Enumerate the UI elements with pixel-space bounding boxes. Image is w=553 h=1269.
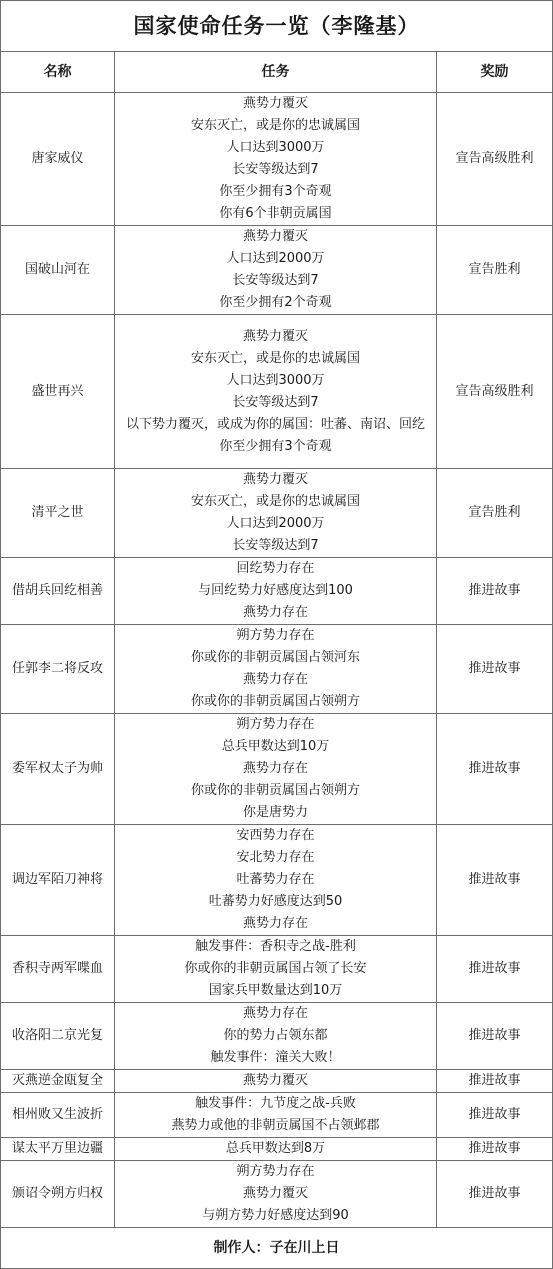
task-condition: 朔方势力存在 bbox=[236, 1164, 315, 1179]
mission-tasks bbox=[115, 315, 437, 469]
table-row bbox=[1, 1093, 553, 1138]
mission-tasks bbox=[115, 93, 437, 226]
table-row bbox=[1, 469, 553, 558]
task-condition: 长安等级达到7 bbox=[232, 162, 319, 177]
mission-reward: 推进故事 bbox=[437, 625, 553, 714]
mission-name: 收洛阳二京光复 bbox=[1, 1003, 115, 1070]
task-condition: 以下势力覆灭，或成为你的属国：吐蕃、南诏、回纥 bbox=[125, 416, 425, 432]
task-condition: 长安等级达到7 bbox=[232, 394, 319, 410]
mission-tasks bbox=[115, 936, 437, 1003]
task-condition: 你至少拥有2个奇观 bbox=[219, 295, 332, 310]
mission-tasks bbox=[115, 714, 437, 825]
table-row bbox=[1, 714, 553, 825]
mission-reward: 宣告高级胜利 bbox=[437, 315, 553, 469]
mission-reward: 宣告胜利 bbox=[437, 226, 553, 315]
mission-tasks bbox=[115, 226, 437, 315]
mission-tasks bbox=[115, 1003, 437, 1070]
mission-name: 借胡兵回纥相善 bbox=[1, 558, 115, 625]
task-condition: 安东灭亡，或是你的忠诚属国 bbox=[190, 118, 360, 133]
task-condition: 安北势力存在 bbox=[236, 850, 315, 865]
task-condition: 安西势力存在 bbox=[236, 828, 315, 843]
mission-reward: 推进故事 bbox=[437, 936, 553, 1003]
task-condition: 你的势力占领东都 bbox=[223, 1028, 328, 1043]
task-condition: 触发事件：香积寺之战-胜利 bbox=[195, 939, 356, 954]
mission-list bbox=[1, 93, 553, 1228]
task-condition: 你或你的非朝贡属国占领朔方 bbox=[190, 694, 360, 709]
mission-tasks bbox=[115, 1070, 437, 1093]
task-condition: 你是唐势力 bbox=[242, 805, 308, 820]
task-condition: 燕势力覆灭 bbox=[242, 96, 308, 111]
task-condition: 燕势力覆灭 bbox=[242, 1073, 308, 1088]
task-condition: 你至少拥有3个奇观 bbox=[219, 184, 332, 199]
task-condition: 人口达到2000万 bbox=[226, 251, 325, 266]
task-condition: 长安等级达到7 bbox=[232, 273, 319, 288]
task-condition: 你或你的非朝贡属国占领了长安 bbox=[184, 961, 367, 976]
task-condition: 你或你的非朝贡属国占领河东 bbox=[190, 650, 360, 665]
mission-tasks bbox=[115, 1161, 437, 1228]
table-row bbox=[1, 625, 553, 714]
task-condition: 总兵甲数达到10万 bbox=[221, 739, 330, 754]
mission-tasks bbox=[115, 1093, 437, 1138]
mission-tasks bbox=[115, 825, 437, 936]
task-condition: 朔方势力存在 bbox=[236, 717, 315, 732]
mission-reward: 推进故事 bbox=[437, 1003, 553, 1070]
mission-reward: 宣告高级胜利 bbox=[437, 93, 553, 226]
mission-name: 盛世再兴 bbox=[1, 315, 115, 469]
table-row bbox=[1, 315, 553, 469]
task-condition: 燕势力覆灭 bbox=[242, 1186, 308, 1201]
mission-reward: 推进故事 bbox=[437, 1093, 553, 1138]
task-condition: 安东灭亡，或是你的忠诚属国 bbox=[190, 350, 360, 366]
task-condition: 吐蕃势力好感度达到50 bbox=[208, 894, 343, 909]
header-row bbox=[1, 52, 553, 93]
task-condition: 与朔方势力好感度达到90 bbox=[202, 1208, 349, 1223]
header-name: 名称 bbox=[1, 52, 115, 93]
mission-reward: 推进故事 bbox=[437, 1161, 553, 1228]
mission-name: 清平之世 bbox=[1, 469, 115, 558]
task-condition: 燕势力覆灭 bbox=[242, 229, 308, 244]
mission-tasks bbox=[115, 625, 437, 714]
task-condition: 触发事件：九节度之战-兵败 bbox=[195, 1096, 356, 1111]
table-row bbox=[1, 1003, 553, 1070]
table-row bbox=[1, 558, 553, 625]
task-condition: 你有6个非朝贡属国 bbox=[219, 206, 332, 221]
mission-name: 任郭李二将反攻 bbox=[1, 625, 115, 714]
table-row bbox=[1, 1138, 553, 1161]
header-reward: 奖励 bbox=[437, 52, 553, 93]
mission-tasks bbox=[115, 469, 437, 558]
task-condition: 朔方势力存在 bbox=[236, 628, 315, 643]
task-condition: 吐蕃势力存在 bbox=[236, 872, 315, 887]
mission-reward: 推进故事 bbox=[437, 1138, 553, 1161]
author-credit: 制作人：子在川上日 bbox=[1, 1228, 553, 1269]
mission-name: 国破山河在 bbox=[1, 226, 115, 315]
task-condition: 回纥势力存在 bbox=[236, 561, 315, 576]
task-condition: 燕势力或他的非朝贡属国不占领邺郡 bbox=[171, 1118, 380, 1133]
header-task: 任务 bbox=[115, 52, 437, 93]
task-condition: 燕势力存在 bbox=[242, 672, 308, 687]
task-condition: 触发事件：潼关大败！ bbox=[210, 1050, 341, 1065]
mission-reward: 推进故事 bbox=[437, 1070, 553, 1093]
task-condition: 安东灭亡，或是你的忠诚属国 bbox=[190, 494, 360, 509]
task-condition: 总兵甲数达到8万 bbox=[225, 1141, 326, 1156]
task-condition: 燕势力存在 bbox=[242, 1006, 308, 1021]
mission-tasks bbox=[115, 1138, 437, 1161]
task-condition: 人口达到3000万 bbox=[226, 372, 325, 388]
task-condition: 燕势力存在 bbox=[242, 605, 308, 620]
mission-reward: 宣告胜利 bbox=[437, 469, 553, 558]
mission-tasks bbox=[115, 558, 437, 625]
mission-name: 颁诏令朔方归权 bbox=[1, 1161, 115, 1228]
mission-name: 相州败又生波折 bbox=[1, 1093, 115, 1138]
page-title: 国家使命任务一览（李隆基） bbox=[1, 1, 553, 52]
task-condition: 燕势力存在 bbox=[242, 916, 308, 931]
task-condition: 燕势力存在 bbox=[242, 761, 308, 776]
task-condition: 你或你的非朝贡属国占领朔方 bbox=[190, 783, 360, 798]
table-row bbox=[1, 1070, 553, 1093]
mission-name: 委军权太子为帅 bbox=[1, 714, 115, 825]
table-row bbox=[1, 226, 553, 315]
task-condition: 长安等级达到7 bbox=[232, 538, 319, 553]
mission-name: 调边军陌刀神将 bbox=[1, 825, 115, 936]
task-condition: 人口达到2000万 bbox=[226, 516, 325, 531]
mission-reward: 推进故事 bbox=[437, 558, 553, 625]
mission-name: 灭燕逆金瓯复全 bbox=[1, 1070, 115, 1093]
task-condition: 燕势力覆灭 bbox=[242, 472, 308, 487]
mission-reward: 推进故事 bbox=[437, 714, 553, 825]
table-row bbox=[1, 825, 553, 936]
mission-name: 香积寺两军喋血 bbox=[1, 936, 115, 1003]
task-condition: 国家兵甲数量达到10万 bbox=[208, 983, 343, 998]
mission-name: 谋太平万里边疆 bbox=[1, 1138, 115, 1161]
task-condition: 你至少拥有3个奇观 bbox=[219, 438, 332, 454]
task-condition: 燕势力覆灭 bbox=[242, 328, 308, 344]
table-row bbox=[1, 936, 553, 1003]
table-row bbox=[1, 93, 553, 226]
task-condition: 人口达到3000万 bbox=[226, 140, 325, 155]
table-row bbox=[1, 1161, 553, 1228]
mission-name: 唐家威仪 bbox=[1, 93, 115, 226]
task-condition: 与回纥势力好感度达到100 bbox=[198, 583, 353, 598]
mission-reward: 推进故事 bbox=[437, 825, 553, 936]
